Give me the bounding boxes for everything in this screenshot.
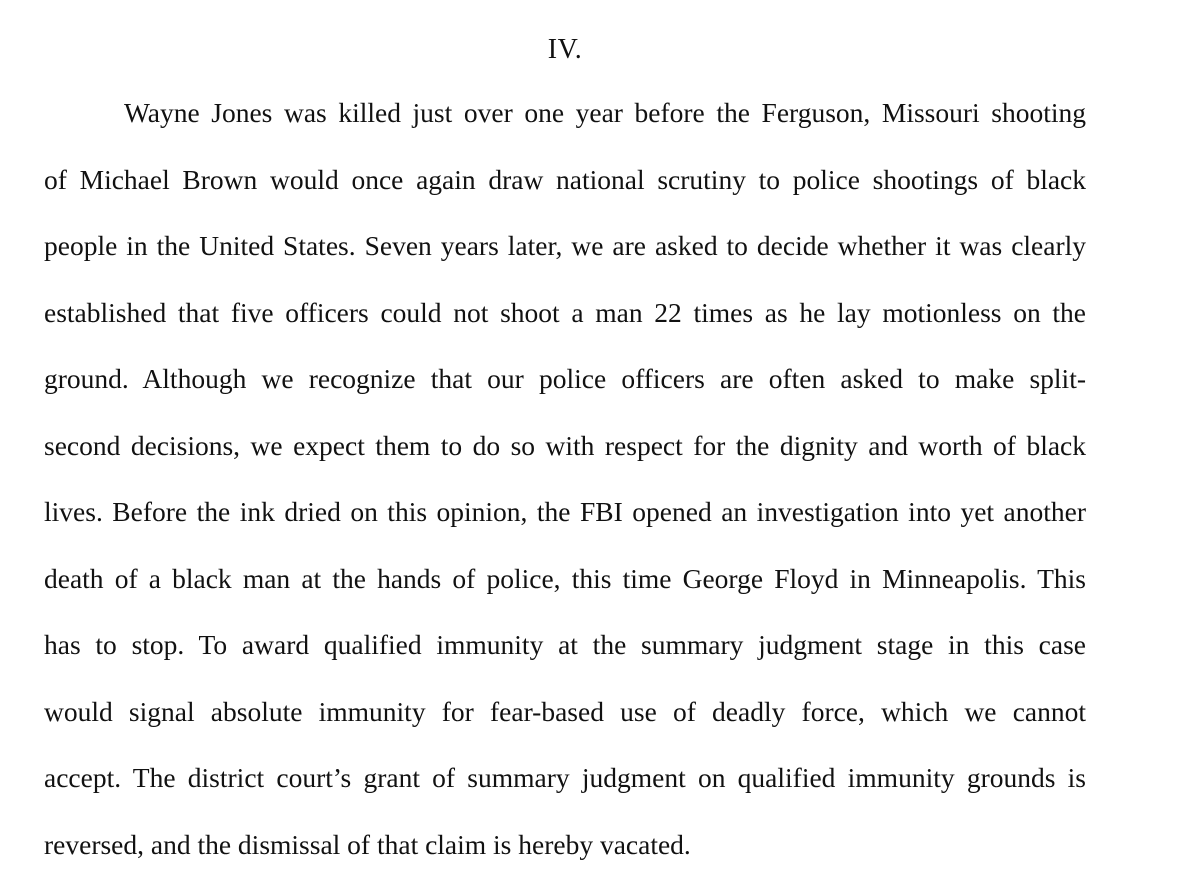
paragraph-line: lives. Before the ink dried on this opinion, the FBI opened an investigation into yet another — [44, 496, 1086, 527]
paragraph-line: Wayne Jones was killed just over one year before the Ferguson, Missouri shooting — [124, 97, 1086, 128]
paragraph-line: of Michael Brown would once again draw national scrutiny to police shootings of black — [44, 164, 1086, 195]
paragraph-line: would signal absolute immunity for fear-based use of deadly force, which we cannot — [44, 696, 1086, 727]
paragraph-line: established that five officers could not shoot a man 22 times as he lay motionless on the — [44, 297, 1086, 328]
paragraph-line: ground. Although we recognize that our police officers are often asked to make split- — [44, 363, 1086, 394]
paragraph-line: has to stop. To award qualified immunity at the summary judgment stage in this case — [44, 629, 1086, 660]
section-heading: IV. — [547, 34, 583, 65]
paragraph-line: second decisions, we expect them to do so with respect for the dignity and worth of black — [44, 430, 1086, 461]
paragraph-line: death of a black man at the hands of police, this time George Floyd in Minneapolis. This — [44, 563, 1086, 594]
paragraph-line: accept. The district court’s grant of summary judgment on qualified immunity grounds is — [44, 762, 1086, 793]
paragraph-line: people in the United States. Seven years later, we are asked to decide whether it was clearly — [44, 230, 1086, 261]
paragraph-line: reversed, and the dismissal of that claim is hereby vacated. — [44, 829, 691, 860]
